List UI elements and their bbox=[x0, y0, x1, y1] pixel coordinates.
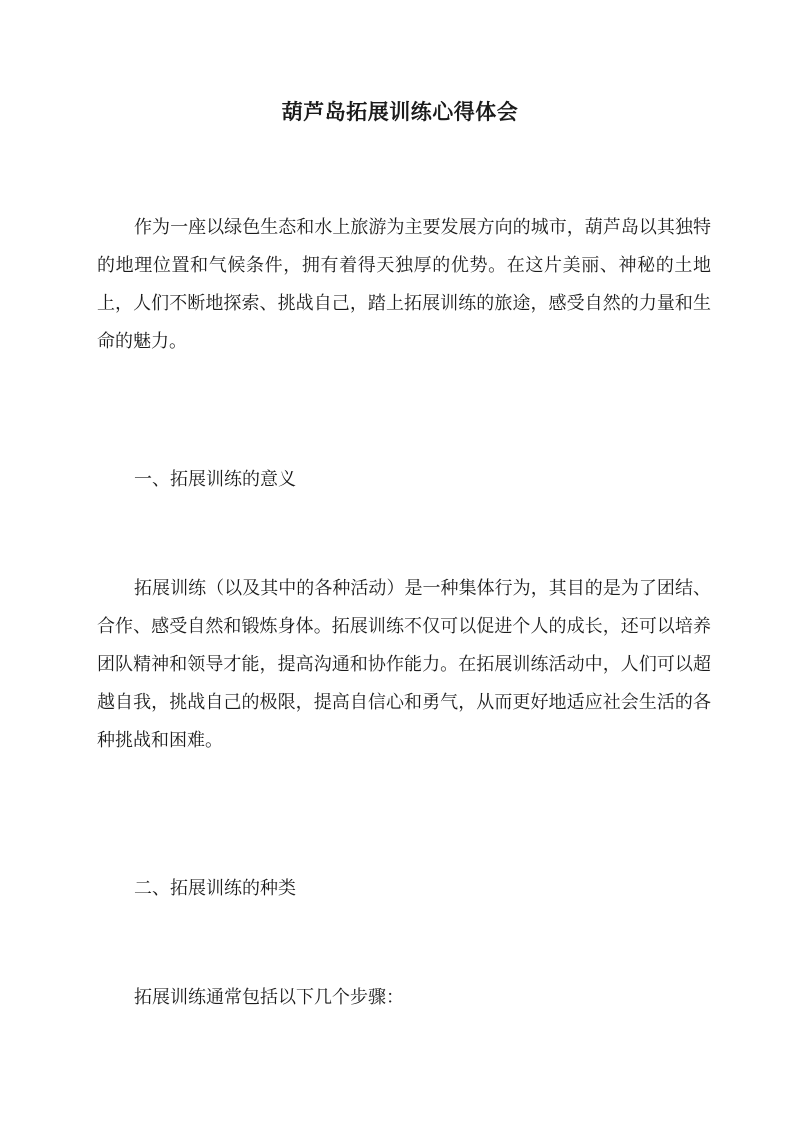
section-2-paragraph: 拓展训练通常包括以下几个步骤： bbox=[134, 987, 404, 1008]
document-title: 葫芦岛拓展训练心得体会 bbox=[281, 99, 519, 124]
section-2-heading: 二、拓展训练的种类 bbox=[134, 878, 296, 899]
section-1-heading: 一、拓展训练的意义 bbox=[134, 469, 296, 490]
intro-paragraph: 作为一座以绿色生态和水上旅游为主要发展方向的城市，葫芦岛以其独特的地理位置和气候条件，拥有着得天独厚的优势。在这片美丽、神秘的土地上，人们不断地探索、挑战自己，踏上拓展训练的旅途，感受自然的力量和生命的魅力。 bbox=[97, 217, 711, 352]
section-1-paragraph: 拓展训练（以及其中的各种活动）是一种集体行为，其目的是为了团结、合作、感受自然和锻炼身体。拓展训练不仅可以促进个人的成长，还可以培养团队精神和领导才能，提高沟通和协作能力。在拓展训练活动中，人们可以超越自我，挑战自己的极限，提高自信心和勇气，从而更好地适应社会生活的各种挑战和困难。 bbox=[97, 578, 711, 751]
